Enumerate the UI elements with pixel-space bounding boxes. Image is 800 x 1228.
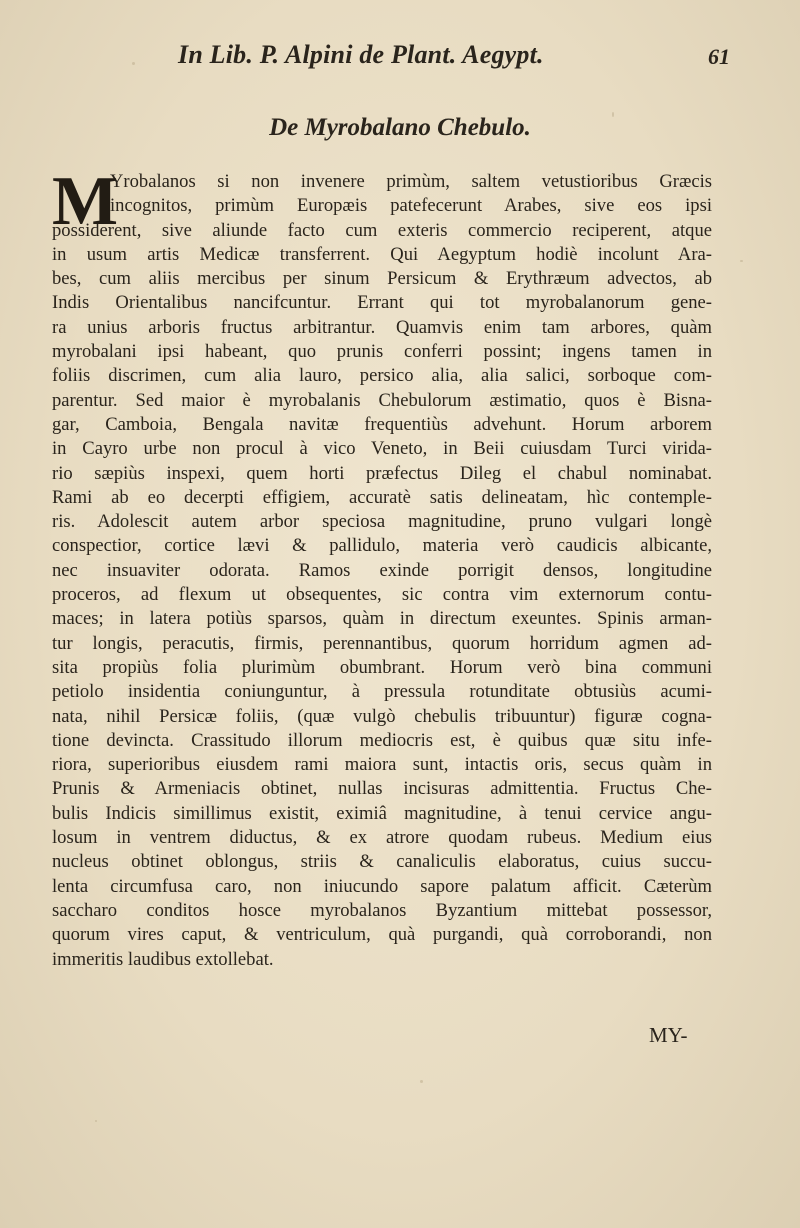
chapter-title: De Myrobalano Chebulo. xyxy=(269,114,531,141)
text-line: sacchаro conditos hosce myrobalanos Byzantium mittebat possessor, xyxy=(52,899,712,921)
text-line: gar, Camboia, Bengala navitæ frequentiùs advehunt. Horum arborem xyxy=(52,413,712,435)
text-line: in Cayro urbe non procul à vico Veneto, in Beii cuiusdam Turci virida- xyxy=(52,438,712,460)
text-line: nata, nihil Persicæ foliis, (quæ vulgò chebulis tribuuntur) figuræ cogna- xyxy=(52,705,712,727)
page-header xyxy=(178,40,730,80)
text-line: nec insuaviter odorata. Ramos exinde porrigit densos, longitudine xyxy=(52,559,712,581)
text-line: lenta circumfusa caro, non iniucundo sapore palatum afficit. Cæterùm xyxy=(52,875,712,897)
text-line: tione devincta. Crassitudo illorum mediocris est, è quibus quæ situ infe- xyxy=(52,729,712,751)
paper-speck xyxy=(95,1120,97,1122)
text-line: nucleus obtinet oblongus, striis & canaliculis elaboratus, cuius succu- xyxy=(52,851,712,873)
text-line: maces; in latera potiùs sparsos, quàm in directum exeuntes. Spinis arman- xyxy=(52,608,712,630)
text-line: ra unius arboris fructus arbitrantur. Quamvis enim tam arbores, quàm xyxy=(52,316,712,338)
text-line: Yrobalanos si non invenere primùm, saltem vetustioribus Græcis xyxy=(110,171,712,192)
text-line: sita propiùs folia plurimùm obumbrant. Horum verò bina communi xyxy=(52,656,712,678)
page-number: 61 xyxy=(708,44,730,69)
running-head: In Lib. P. Alpini de Plant. Aegypt. xyxy=(178,40,544,69)
catchword: MY- xyxy=(649,1023,688,1047)
text-line: parentur. Sed maior è myrobalanis Chebulorum æstimatio, quos è Bisna- xyxy=(52,389,712,411)
text-line: losum in ventrem diductus, & ex atrore quodam rubeus. Medium eius xyxy=(52,827,712,849)
paper-speck xyxy=(420,1080,423,1083)
text-line: in usum artis Medicæ transferrent. Qui Aegyptum hodiè incolunt Ara- xyxy=(52,243,712,265)
text-line: rio sæpiùs inspexi, quem horti præfectus Dileg el chabul nominabat. xyxy=(52,462,712,484)
text-line: ris. Adolescit autem arbor speciosa magnitudine, pruno vulgari longè xyxy=(52,511,712,533)
text-line: tur longis, peracutis, firmis, perennantibus, quorum horridum agmen ad- xyxy=(52,632,712,654)
body-text xyxy=(52,163,712,972)
text-line: myrobalani ipsi habeant, quo prunis conferri possint; ingens tamen in xyxy=(52,341,712,363)
text-line: Rami ab eo decerpti effigiem, accuratè satis delineatam, hìc contemple- xyxy=(52,486,712,508)
text-line: immeritis laudibus extollebat. xyxy=(52,948,274,970)
text-line: bes, cum aliis mercibus per sinum Persicum & Erythræum advectos, ab xyxy=(52,268,712,290)
text-line: riora, superioribus eiusdem rami maiora sunt, intactis oris, secus quàm in xyxy=(52,754,712,776)
text-line: Prunis & Armeniacis obtinet, nullas incisuras admittentia. Fructus Che- xyxy=(52,778,712,800)
text-line: petiolo insidentia coniunguntur, à pressula rotunditate obtusiùs acumi- xyxy=(52,681,712,703)
paper-speck xyxy=(740,260,743,262)
paper-speck xyxy=(132,62,135,65)
drop-cap: M xyxy=(52,163,119,240)
text-line: possiderent, sive aliunde facto cum exteris commercio reciperent, atque xyxy=(52,219,712,241)
text-line: conspectior, cortice lævi & pallidulo, materia verò caudicis albicante, xyxy=(52,535,712,557)
text-line: bulis Indicis simillimus existit, eximiâ magnitudine, à tenui cervice angu- xyxy=(52,802,712,824)
text-line: Indis Orientalibus nancifcuntur. Errant qui tot myrobalanorum gene- xyxy=(52,292,712,314)
text-line: incognitos, primùm Europæis patefecerunt Arabes, sive eos ipsi xyxy=(110,195,712,217)
text-line: quorum vires caput, & ventriculum, quà purgandi, quà corroborandi, non xyxy=(52,924,712,946)
text-line: proceros, ad flexum ut obsequentes, sic contra vim externorum contu- xyxy=(52,584,712,606)
text-line: foliis discrimen, cum alia lauro, persico alia, alia salici, sorboque com- xyxy=(52,365,712,387)
